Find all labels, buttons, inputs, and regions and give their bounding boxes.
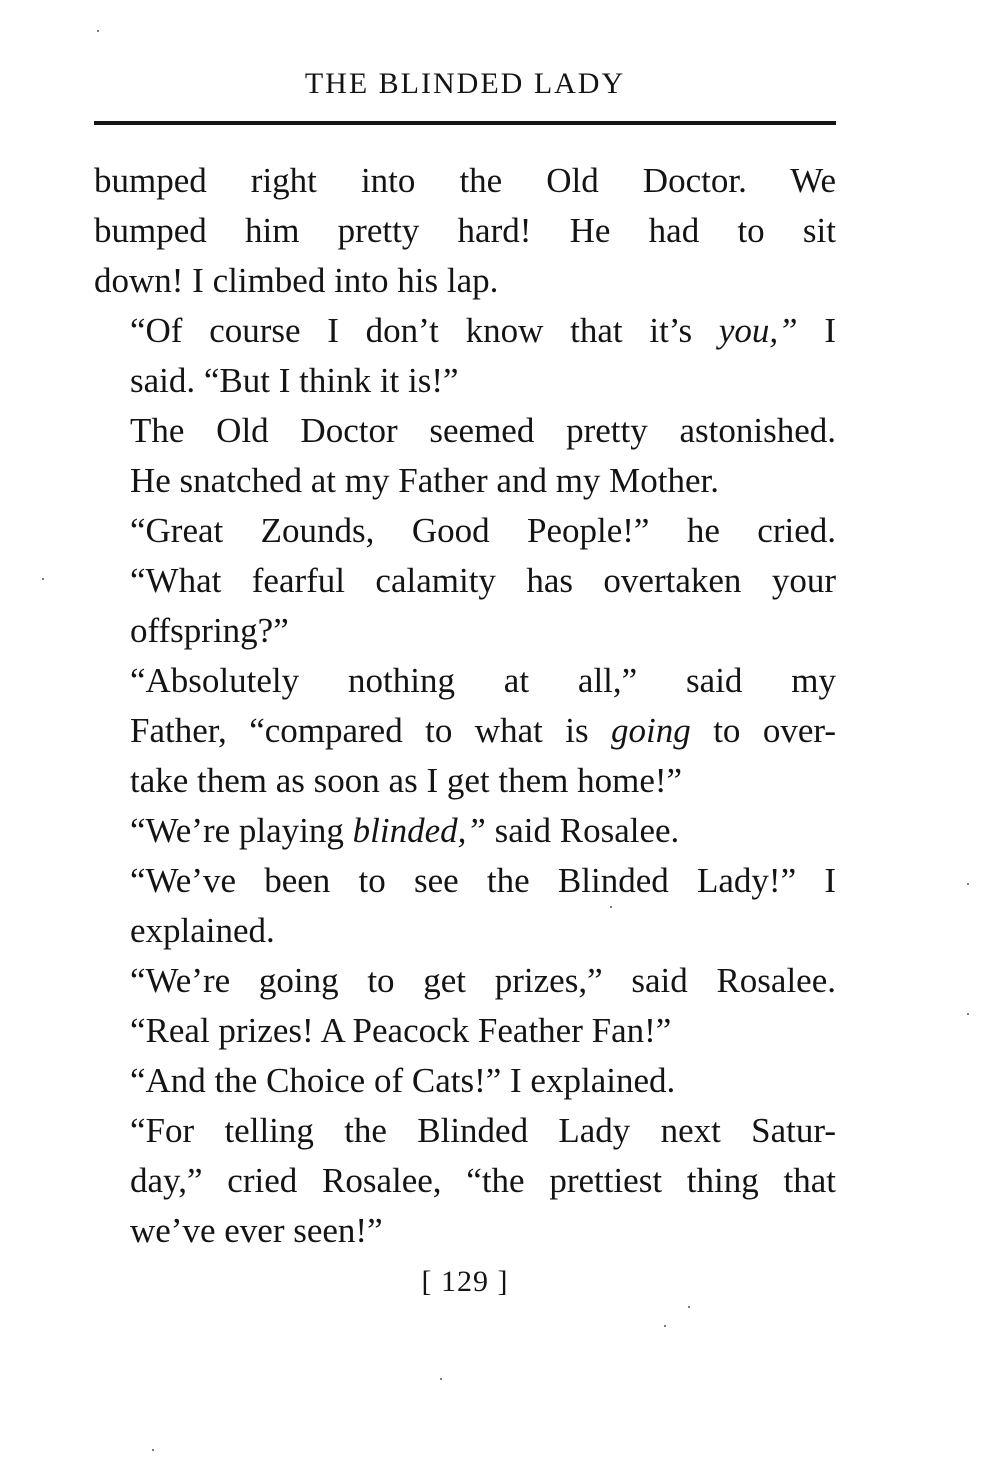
text-line: explained. bbox=[130, 911, 275, 950]
text-line bbox=[94, 806, 836, 856]
scan-speck bbox=[152, 1449, 154, 1451]
text-run: I bbox=[797, 311, 837, 350]
scan-speck bbox=[688, 1306, 690, 1308]
text-line: “And the Choice of Cats!” I explained. bbox=[130, 1061, 676, 1100]
text-run: said Rosalee. bbox=[485, 811, 680, 850]
text-line: “We’ve been to see the Blinded Lady!” I bbox=[130, 861, 836, 900]
header-rule bbox=[94, 121, 836, 125]
text-line: “Real prizes! A Peacock Feather Fan!” bbox=[130, 1011, 672, 1050]
paragraph bbox=[94, 856, 836, 956]
text-line bbox=[94, 306, 836, 356]
text-line: said. “But I think it is!” bbox=[130, 361, 459, 400]
italic-run: blinded,” bbox=[352, 811, 486, 850]
text-line: we’ve ever seen!” bbox=[130, 1211, 383, 1250]
text-line: “What fearful calamity has overtaken your bbox=[130, 561, 836, 600]
scan-speck bbox=[664, 1325, 666, 1327]
text-line: day,” cried Rosalee, “the prettiest thing that bbox=[130, 1161, 836, 1200]
text-line: “We’re going to get prizes,” said Rosalee. bbox=[130, 961, 836, 1000]
paragraph bbox=[94, 1056, 836, 1106]
scan-speck bbox=[97, 30, 99, 32]
scan-speck bbox=[610, 906, 612, 908]
scan-speck bbox=[967, 1013, 969, 1015]
scan-speck bbox=[42, 578, 44, 580]
text-line: bumped right into the Old Doctor. We bbox=[94, 161, 836, 200]
text-run: Father, “compared to what is bbox=[130, 711, 612, 750]
text-line: bumped him pretty hard! He had to sit bbox=[94, 211, 836, 250]
scan-speck bbox=[967, 883, 969, 885]
paragraph bbox=[94, 1106, 836, 1256]
italic-run: you,” bbox=[718, 311, 798, 350]
scan-speck bbox=[440, 1378, 442, 1380]
paragraph bbox=[94, 156, 836, 306]
text-line: “Absolutely nothing at all,” said my bbox=[130, 661, 836, 700]
text-run: to over- bbox=[690, 711, 836, 750]
paragraph bbox=[94, 406, 836, 506]
text-line: The Old Doctor seemed pretty astonished. bbox=[130, 411, 836, 450]
text-line bbox=[94, 706, 836, 756]
paragraph bbox=[94, 506, 836, 656]
page-number: [ 129 ] bbox=[421, 1265, 509, 1298]
text-line: down! I climbed into his lap. bbox=[94, 261, 499, 300]
paragraph bbox=[94, 806, 836, 856]
text-line: take them as soon as I get them home!” bbox=[130, 761, 683, 800]
text-line: “Great Zounds, Good People!” he cried. bbox=[130, 511, 836, 550]
paragraph bbox=[94, 306, 836, 406]
text-run: “Of course I don’t know that it’s bbox=[130, 311, 719, 350]
paragraph bbox=[94, 656, 836, 806]
text-line: He snatched at my Father and my Mother. bbox=[130, 461, 720, 500]
text-line: “For telling the Blinded Lady next Satur- bbox=[130, 1111, 836, 1150]
paragraph bbox=[94, 956, 836, 1056]
text-run: “We’re playing bbox=[130, 811, 353, 850]
running-head-title: THE BLINDED LADY bbox=[304, 67, 626, 100]
text-line: offspring?” bbox=[130, 611, 289, 650]
italic-run: going bbox=[611, 711, 691, 750]
body-text bbox=[94, 156, 836, 1256]
